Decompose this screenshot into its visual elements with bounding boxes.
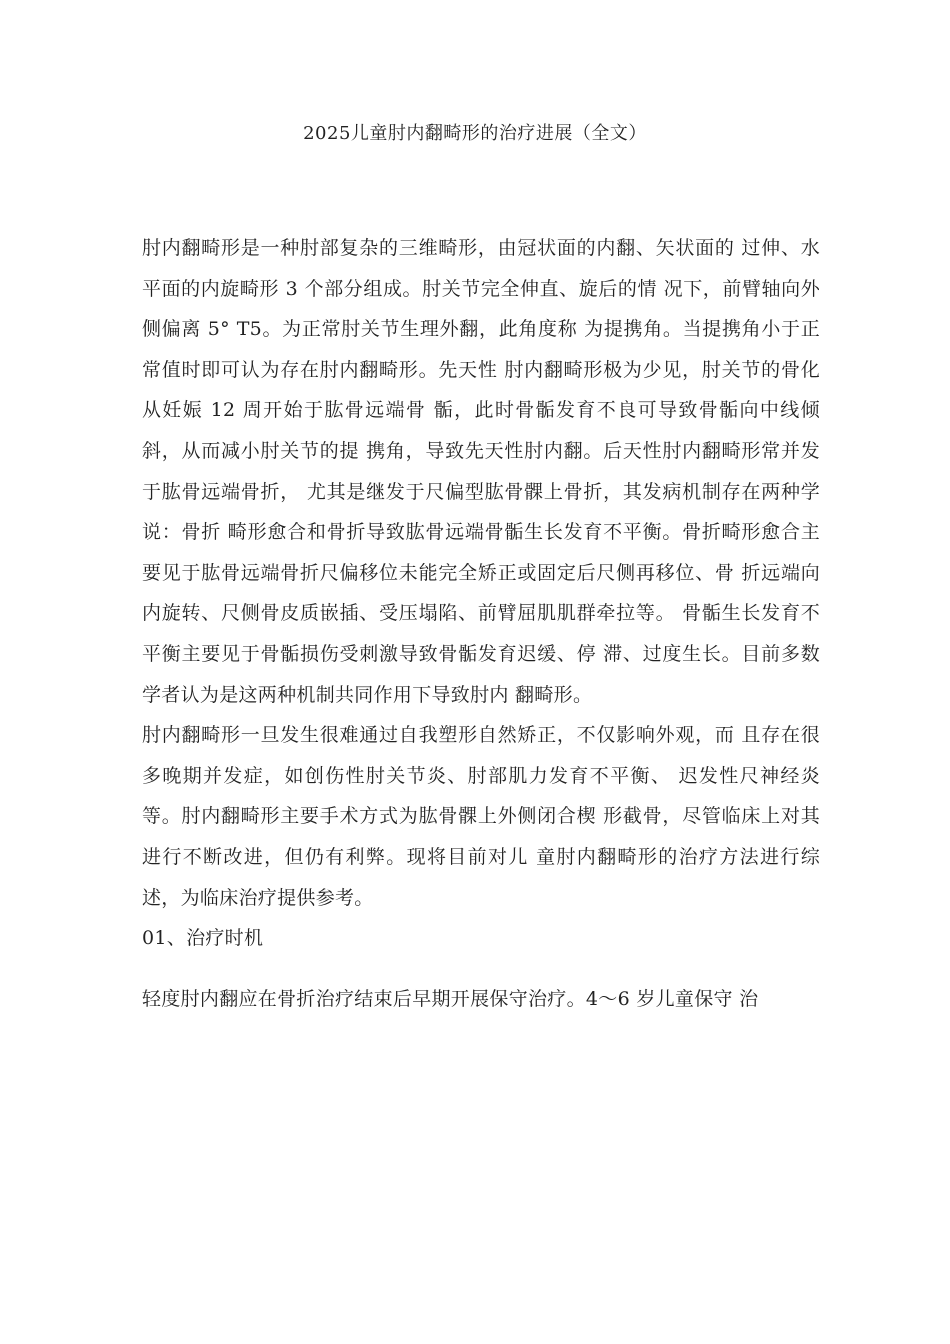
paragraph-complications: 肘内翻畸形一旦发生很难通过自我塑形自然矫正，不仅影响外观，而 且存在很多晚期并发症，如创伤性肘关节炎、肘部肌力发育不平衡、 迟发性尺神经炎等。肘内翻畸形主要手术方式为肱骨髁上外侧闭合楔 形截骨，尽管临床上对其进行不断改进，但仍有利弊。现将目前对儿 童肘内翻畸形的治疗方法进行综述，为临床治疗提供参考。 (142, 724, 820, 909)
section-heading: 01、治疗时机 (142, 927, 264, 950)
paragraph-treatment-timing: 轻度肘内翻应在骨折治疗结束后早期开展保守治疗。4〜6 岁儿童保守 治 (142, 987, 759, 1010)
paragraph-introduction: 肘内翻畸形是一种肘部复杂的三维畸形，由冠状面的内翻、矢状面的 过伸、水平面的内旋畸形 3 个部分组成。肘关节完全伸直、旋后的情 况下，前臂轴向外侧偏离 5° T5。为正常肘关节生理外翻，此角度称 为提携角。当提携角小于正常值时即可认为存在肘内翻畸形。先天性 肘内翻畸形极为少见，肘关节的骨化从妊娠 12 周开始于肱骨远端骨 骺，此时骨骺发育不良可导致骨骺向中线倾斜，从而减小肘关节的提 携角，导致先天性肘内翻。后天性肘内翻畸形常并发于肱骨远端骨折， 尤其是继发于尺偏型肱骨髁上骨折，其发病机制存在两种学说：骨折 畸形愈合和骨折导致肱骨远端骨骺生长发育不平衡。骨折畸形愈合主 要见于肱骨远端骨折尺偏移位未能完全矫正或固定后尺侧再移位、骨 折远端向内旋转、尺侧骨皮质嵌插、受压塌陷、前臂屈肌肌群牵拉等。 骨骺生长发育不平衡主要见于骨骺损伤受刺激导致骨骺发育迟缓、停 滞、过度生长。目前多数学者认为是这两种机制共同作用下导致肘内 翻畸形。 (142, 237, 820, 706)
document-title: 2025儿童肘内翻畸形的治疗进展（全文） (303, 123, 647, 144)
document-body (142, 228, 820, 1019)
section-spacer (142, 959, 820, 979)
